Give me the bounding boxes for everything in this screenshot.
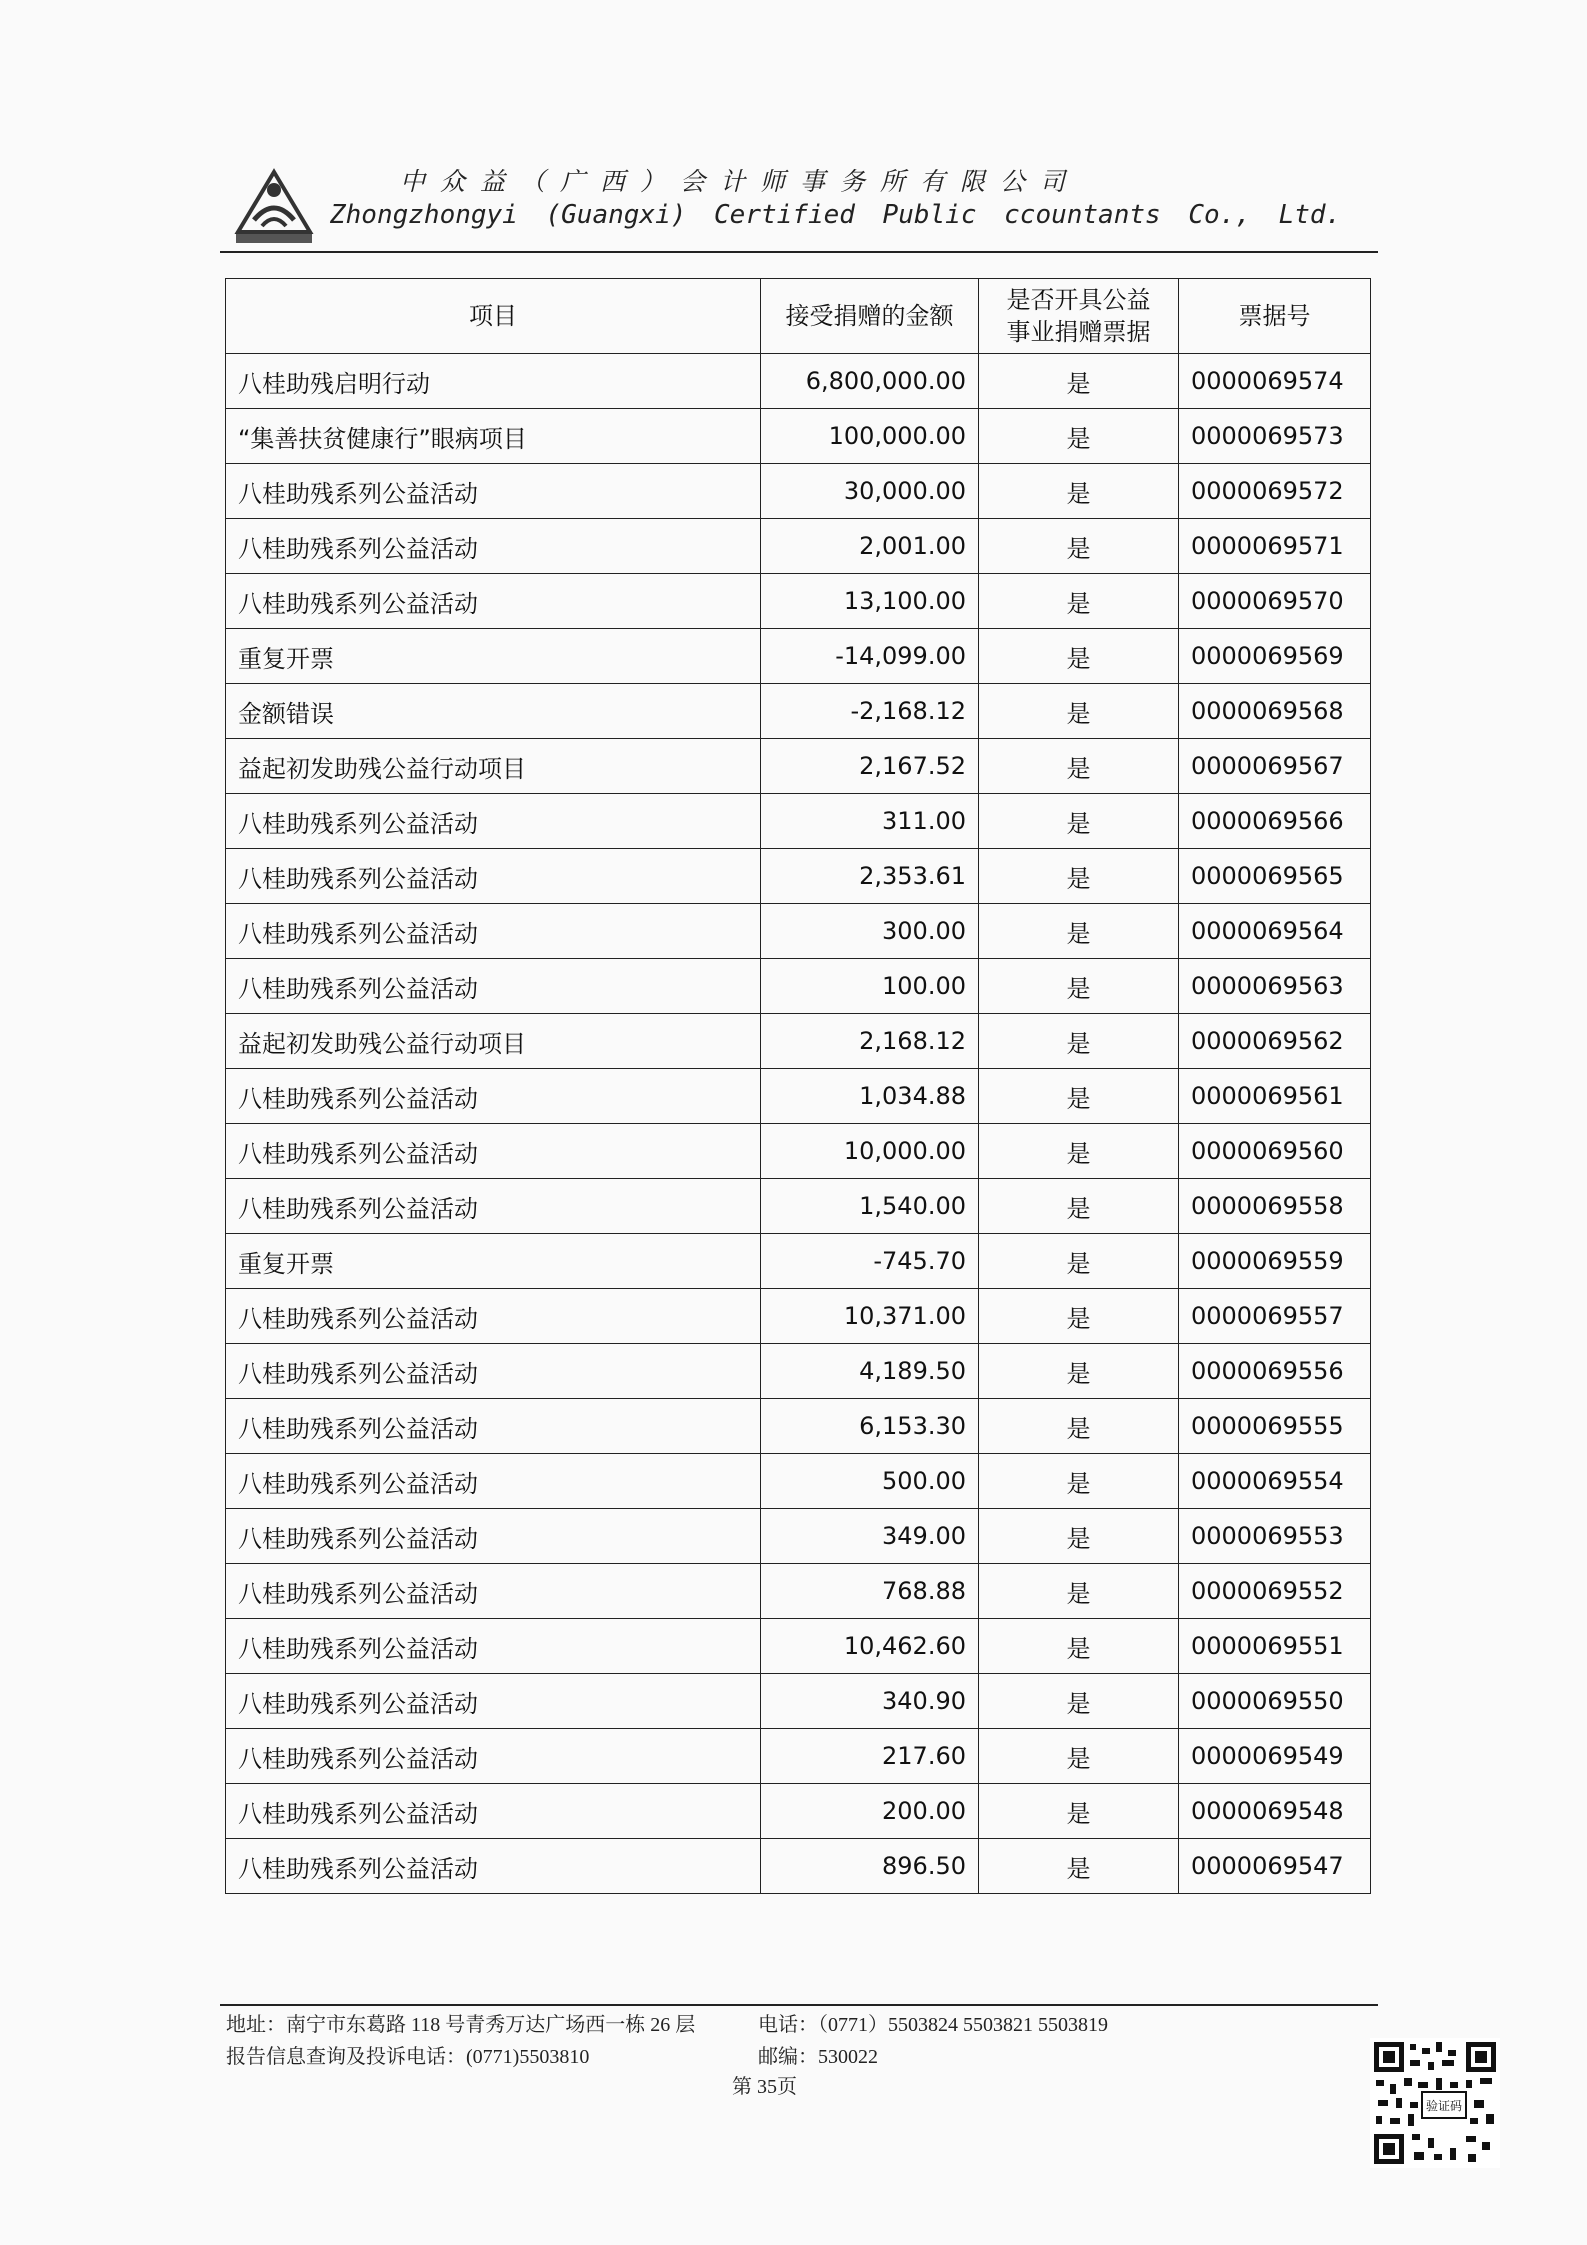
cell-number: 0000069554 (1179, 1454, 1371, 1509)
footer-address: 地址：南宁市东葛路 118 号青秀万达广场西一栋 26 层 (226, 2014, 696, 2036)
cell-item: 八桂助残系列公益活动 (226, 464, 761, 519)
table-row (226, 1289, 1371, 1344)
cell-amount: 2,168.12 (761, 1014, 979, 1069)
table-row (226, 1014, 1371, 1069)
qr-label: 验证码 (1425, 2099, 1463, 2113)
table-row (226, 1124, 1371, 1179)
cell-amount: 500.00 (761, 1454, 979, 1509)
table-row (226, 1179, 1371, 1234)
cell-number: 0000069558 (1179, 1179, 1371, 1234)
cell-amount: 4,189.50 (761, 1344, 979, 1399)
cell-item: 重复开票 (226, 1234, 761, 1289)
cell-item: 益起初发助残公益行动项目 (226, 739, 761, 794)
cell-receipt: 是 (979, 959, 1179, 1014)
cell-item: 八桂助残系列公益活动 (226, 1839, 761, 1894)
cell-number: 0000069568 (1179, 684, 1371, 739)
cell-amount: 10,000.00 (761, 1124, 979, 1179)
cell-receipt: 是 (979, 574, 1179, 629)
cell-amount: 13,100.00 (761, 574, 979, 629)
donation-table (225, 278, 1371, 1894)
table-row (226, 684, 1371, 739)
cell-receipt: 是 (979, 1344, 1179, 1399)
cell-amount: 300.00 (761, 904, 979, 959)
table-row (226, 1069, 1371, 1124)
cell-item: 八桂助残系列公益活动 (226, 519, 761, 574)
cell-item: 金额错误 (226, 684, 761, 739)
cell-amount: 30,000.00 (761, 464, 979, 519)
table-body (226, 354, 1371, 1894)
cell-amount: 10,371.00 (761, 1289, 979, 1344)
header-number: 票据号 (1179, 279, 1371, 354)
header-receipt-line1: 是否开具公益 (1006, 286, 1151, 314)
cell-amount: 10,462.60 (761, 1619, 979, 1674)
cell-number: 0000069560 (1179, 1124, 1371, 1179)
footer-inquiry: 报告信息查询及投诉电话：(0771)5503810 (226, 2046, 590, 2068)
qr-code-icon (1370, 2038, 1500, 2168)
firm-name-english: Zhongzhongyi (Guangxi) Certified Public ccountants Co., Ltd. (330, 200, 1342, 230)
cell-number: 0000069570 (1179, 574, 1371, 629)
cell-number: 0000069574 (1179, 354, 1371, 409)
cell-amount: -745.70 (761, 1234, 979, 1289)
cell-receipt: 是 (979, 354, 1179, 409)
cell-receipt: 是 (979, 849, 1179, 904)
cell-number: 0000069572 (1179, 464, 1371, 519)
cell-item: 八桂助残系列公益活动 (226, 1069, 761, 1124)
cell-receipt: 是 (979, 1784, 1179, 1839)
cell-item: 八桂助残启明行动 (226, 354, 761, 409)
table-row (226, 1564, 1371, 1619)
cell-receipt: 是 (979, 1454, 1179, 1509)
cell-number: 0000069567 (1179, 739, 1371, 794)
table-row (226, 464, 1371, 519)
cell-number: 0000069565 (1179, 849, 1371, 904)
cell-amount: 349.00 (761, 1509, 979, 1564)
cell-number: 0000069550 (1179, 1674, 1371, 1729)
cell-item: 八桂助残系列公益活动 (226, 959, 761, 1014)
cell-number: 0000069547 (1179, 1839, 1371, 1894)
cell-amount: 768.88 (761, 1564, 979, 1619)
cell-amount: -14,099.00 (761, 629, 979, 684)
cell-number: 0000069548 (1179, 1784, 1371, 1839)
cell-amount: 6,153.30 (761, 1399, 979, 1454)
cell-amount: 100.00 (761, 959, 979, 1014)
cell-receipt: 是 (979, 794, 1179, 849)
cell-number: 0000069555 (1179, 1399, 1371, 1454)
header-divider (220, 251, 1378, 253)
cell-receipt: 是 (979, 684, 1179, 739)
cell-receipt: 是 (979, 739, 1179, 794)
cell-receipt: 是 (979, 629, 1179, 684)
table-row (226, 959, 1371, 1014)
cell-item: 八桂助残系列公益活动 (226, 904, 761, 959)
table-row (226, 1509, 1371, 1564)
cell-receipt: 是 (979, 1289, 1179, 1344)
cell-receipt: 是 (979, 1839, 1179, 1894)
cell-amount: 217.60 (761, 1729, 979, 1784)
cell-number: 0000069549 (1179, 1729, 1371, 1784)
footer-postcode: 邮编：530022 (758, 2046, 878, 2068)
cell-item: 八桂助残系列公益活动 (226, 1289, 761, 1344)
header-amount: 接受捐赠的金额 (761, 279, 979, 354)
cell-amount: 2,001.00 (761, 519, 979, 574)
cell-number: 0000069557 (1179, 1289, 1371, 1344)
cell-amount: 340.90 (761, 1674, 979, 1729)
table-row (226, 519, 1371, 574)
cell-item: 八桂助残系列公益活动 (226, 1454, 761, 1509)
table-row (226, 1454, 1371, 1509)
cell-item: 八桂助残系列公益活动 (226, 1729, 761, 1784)
table-row (226, 1674, 1371, 1729)
header-item: 项目 (226, 279, 761, 354)
cell-receipt: 是 (979, 409, 1179, 464)
table-row (226, 1399, 1371, 1454)
footer-divider (220, 2004, 1378, 2006)
cell-receipt: 是 (979, 904, 1179, 959)
page-number: 第 35页 (732, 2076, 797, 2098)
table-row (226, 739, 1371, 794)
table-row (226, 904, 1371, 959)
cell-item: 八桂助残系列公益活动 (226, 1784, 761, 1839)
cell-receipt: 是 (979, 1069, 1179, 1124)
cell-item: 八桂助残系列公益活动 (226, 1674, 761, 1729)
cell-number: 0000069551 (1179, 1619, 1371, 1674)
cell-number: 0000069561 (1179, 1069, 1371, 1124)
cell-item: 八桂助残系列公益活动 (226, 1619, 761, 1674)
firm-logo-icon (234, 168, 314, 244)
cell-receipt: 是 (979, 1729, 1179, 1784)
cell-item: 八桂助残系列公益活动 (226, 849, 761, 904)
cell-number: 0000069566 (1179, 794, 1371, 849)
cell-amount: 100,000.00 (761, 409, 979, 464)
cell-amount: 1,034.88 (761, 1069, 979, 1124)
cell-amount: 2,167.52 (761, 739, 979, 794)
cell-item: 八桂助残系列公益活动 (226, 1564, 761, 1619)
cell-item: 八桂助残系列公益活动 (226, 1399, 761, 1454)
cell-amount: -2,168.12 (761, 684, 979, 739)
cell-item: 八桂助残系列公益活动 (226, 1124, 761, 1179)
cell-number: 0000069564 (1179, 904, 1371, 959)
table-row (226, 574, 1371, 629)
cell-number: 0000069553 (1179, 1509, 1371, 1564)
cell-number: 0000069559 (1179, 1234, 1371, 1289)
cell-item: 八桂助残系列公益活动 (226, 574, 761, 629)
cell-receipt: 是 (979, 1234, 1179, 1289)
header-receipt-line2: 事业捐赠票据 (1006, 318, 1151, 346)
cell-number: 0000069556 (1179, 1344, 1371, 1399)
cell-item: 八桂助残系列公益活动 (226, 1179, 761, 1234)
letterhead (222, 158, 1380, 248)
cell-number: 0000069562 (1179, 1014, 1371, 1069)
table-row (226, 629, 1371, 684)
cell-receipt: 是 (979, 1399, 1179, 1454)
cell-amount: 1,540.00 (761, 1179, 979, 1234)
cell-item: 益起初发助残公益行动项目 (226, 1014, 761, 1069)
cell-number: 0000069563 (1179, 959, 1371, 1014)
cell-amount: 896.50 (761, 1839, 979, 1894)
footer-phone: 电话：（0771）5503824 5503821 5503819 (758, 2014, 1108, 2036)
cell-item: 八桂助残系列公益活动 (226, 1509, 761, 1564)
table-row (226, 849, 1371, 904)
cell-amount: 6,800,000.00 (761, 354, 979, 409)
cell-receipt: 是 (979, 1564, 1179, 1619)
cell-amount: 200.00 (761, 1784, 979, 1839)
cell-number: 0000069571 (1179, 519, 1371, 574)
cell-item: 重复开票 (226, 629, 761, 684)
table-row (226, 409, 1371, 464)
cell-item: 八桂助残系列公益活动 (226, 794, 761, 849)
cell-item: “集善扶贫健康行”眼病项目 (226, 409, 761, 464)
cell-amount: 311.00 (761, 794, 979, 849)
table-row (226, 1839, 1371, 1894)
firm-name-chinese: 中众益（广西）会计师事务所有限公司 (400, 167, 1081, 196)
table-header-row (226, 279, 1371, 354)
table-row (226, 1344, 1371, 1399)
cell-amount: 2,353.61 (761, 849, 979, 904)
table-row (226, 354, 1371, 409)
cell-number: 0000069569 (1179, 629, 1371, 684)
cell-number: 0000069552 (1179, 1564, 1371, 1619)
table-row (226, 794, 1371, 849)
cell-receipt: 是 (979, 1124, 1179, 1179)
cell-receipt: 是 (979, 1509, 1179, 1564)
cell-number: 0000069573 (1179, 409, 1371, 464)
table-row (226, 1619, 1371, 1674)
table-row (226, 1234, 1371, 1289)
cell-receipt: 是 (979, 1014, 1179, 1069)
table-row (226, 1784, 1371, 1839)
cell-receipt: 是 (979, 519, 1179, 574)
table-row (226, 1729, 1371, 1784)
cell-receipt: 是 (979, 1179, 1179, 1234)
cell-receipt: 是 (979, 1674, 1179, 1729)
header-receipt (979, 279, 1179, 354)
cell-receipt: 是 (979, 1619, 1179, 1674)
cell-receipt: 是 (979, 464, 1179, 519)
cell-item: 八桂助残系列公益活动 (226, 1344, 761, 1399)
